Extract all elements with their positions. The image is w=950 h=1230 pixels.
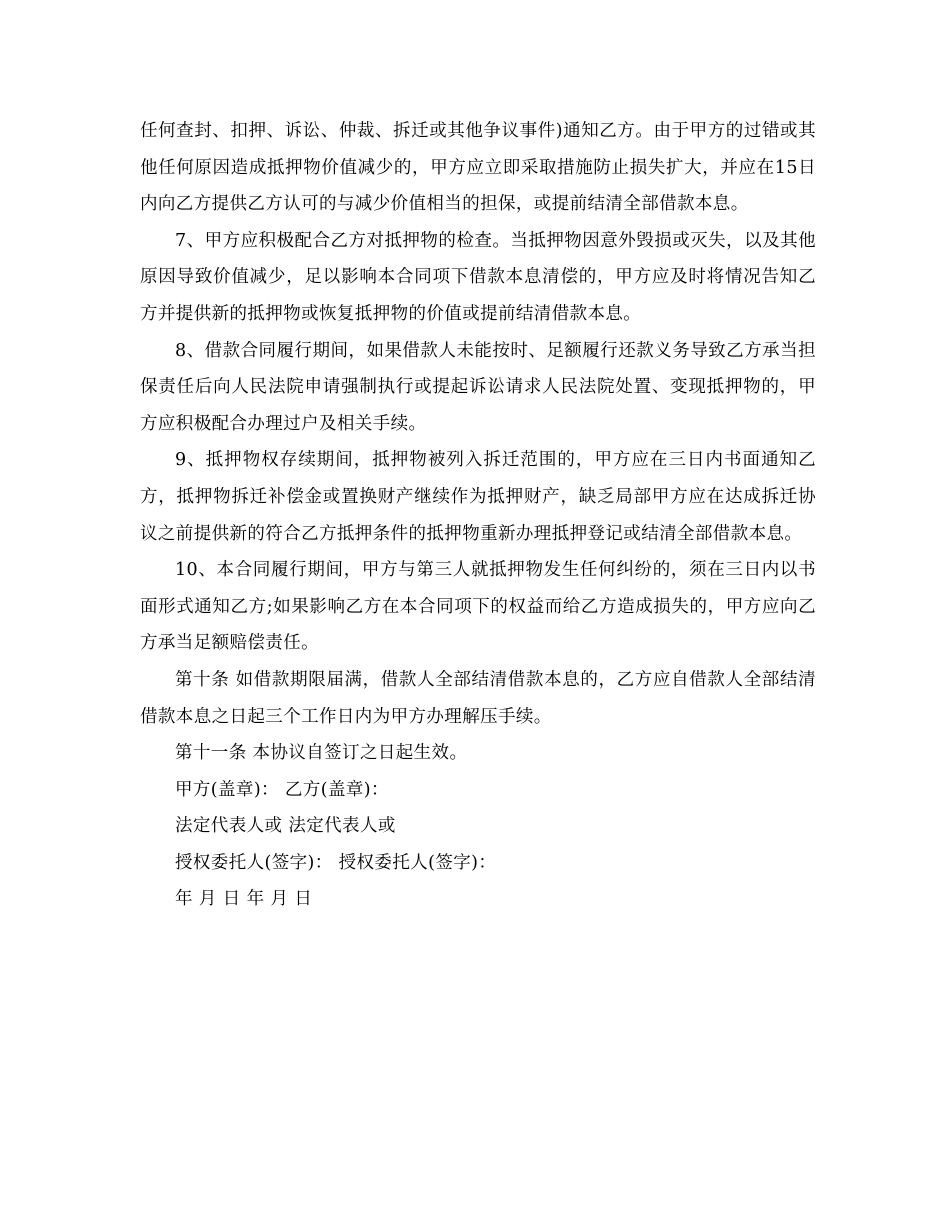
- signature-representative-line: 法定代表人或 法定代表人或: [175, 816, 396, 837]
- signature-authorized-line: 授权委托人(签字)： 授权委托人(签字)：: [175, 852, 497, 873]
- signature-date-line: 年 月 日 年 月 日: [175, 889, 313, 910]
- paragraph-clause-7: 7、甲方应积极配合乙方对抵押物的检查。当抵押物因意外毁损或灭失，以及其他原因导致价值减少，足以影响本合同项下借款本息清偿的，甲方应及时将情况告知乙方并提供新的抵押物或恢复抵押物的价值或提前结清借款本息。: [140, 230, 816, 324]
- paragraph-article-11: 第十一条 本协议自签订之日起生效。: [175, 743, 468, 764]
- paragraph-clause-10: 10、本合同履行期间，甲方与第三人就抵押物发生任何纠纷的，须在三日内以书面形式通知乙方;如果影响乙方在本合同项下的权益而给乙方造成损失的，甲方应向乙方承当足额赔偿责任。: [140, 560, 816, 654]
- paragraph-continuation: 任何查封、扣押、诉讼、仲裁、拆迁或其他争议事件)通知乙方。由于甲方的过错或其他任何原因造成抵押物价值减少的，甲方应立即采取措施防止损失扩大，并应在15日内向乙方提供乙方认可的与减少价值相当的担保，或提前结清全部借款本息。: [140, 121, 816, 215]
- paragraph-article-10: 第十条 如借款期限届满，借款人全部结清借款本息的，乙方应自借款人全部结清借款本息之日起三个工作日内为甲方办理解压手续。: [140, 669, 816, 727]
- signature-seal-line: 甲方(盖章)： 乙方(盖章)：: [175, 779, 389, 800]
- paragraph-clause-9: 9、抵押物权存续期间，抵押物被列入拆迁范围的，甲方应在三日内书面通知乙方，抵押物拆迁补偿金或置换财产继续作为抵押财产，缺乏局部甲方应在达成拆迁协议之前提供新的符合乙方抵押条件的抵押物重新办理抵押登记或结清全部借款本息。: [140, 450, 816, 544]
- paragraph-clause-8: 8、借款合同履行期间，如果借款人未能按时、足额履行还款义务导致乙方承当担保责任后向人民法院申请强制执行或提起诉讼请求人民法院处置、变现抵押物的，甲方应积极配合办理过户及相关手续。: [140, 340, 816, 434]
- document-page: [140, 113, 816, 918]
